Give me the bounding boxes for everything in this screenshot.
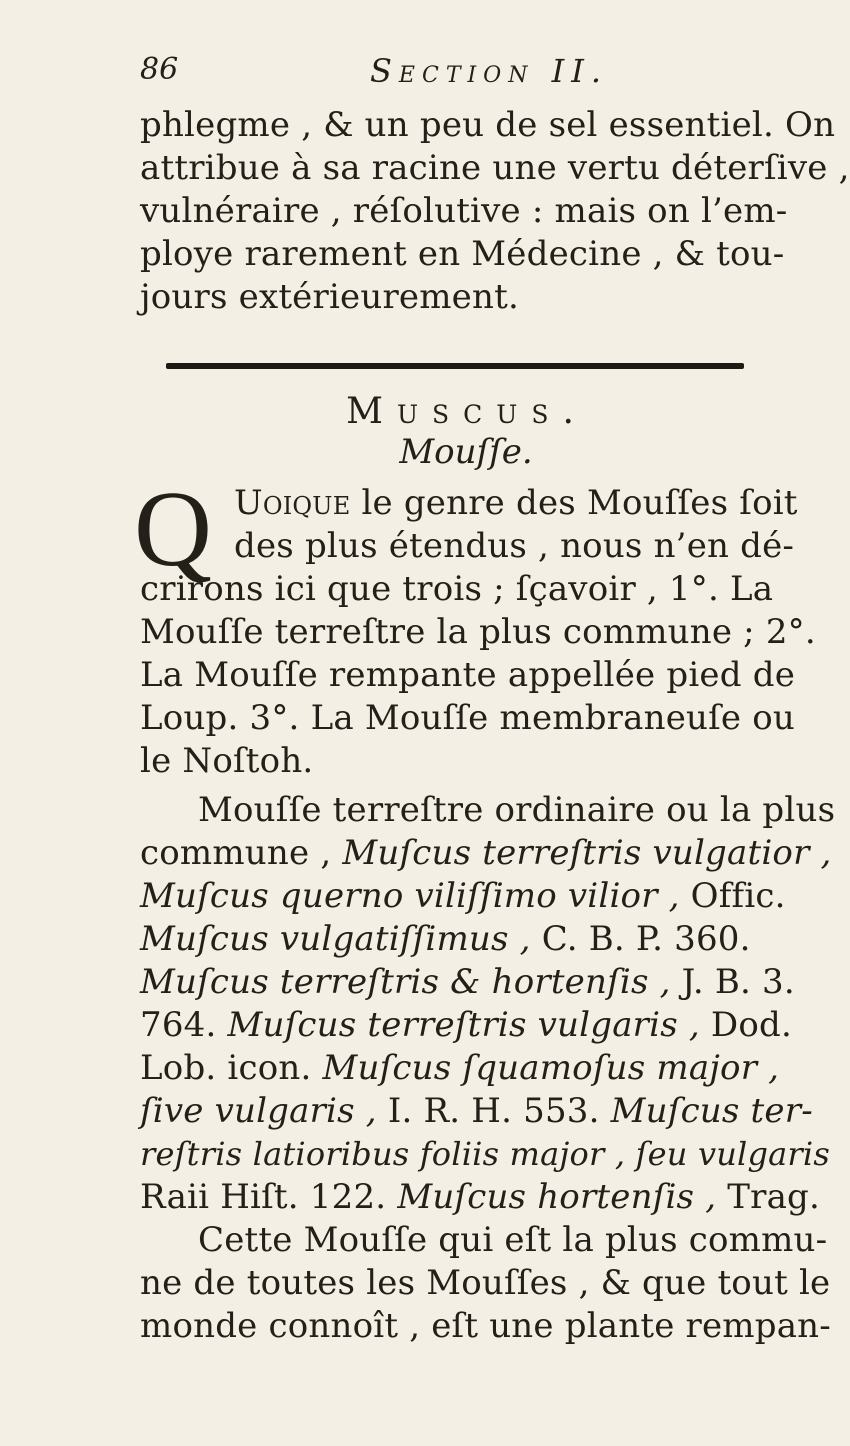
text-line: La Mouſſe rempante appellée pied de [140,655,796,695]
text-line: Mouſſe terreſtre la plus commune ; 2°. [140,612,816,652]
citation: 764. [140,1005,228,1045]
latin-name: Muſcus ſquamoſus major , [322,1048,780,1088]
citation: Lob. icon. [140,1048,323,1088]
running-head: Section II. [370,52,609,90]
text-line [140,1047,780,1090]
citation: Offic. [679,876,786,916]
latin-name: Muſcus hortenſis , [397,1177,717,1217]
text-line: Cette Mouſſe qui eſt la plus commu- [198,1220,828,1260]
citation: Dod. [699,1005,792,1045]
text-line: Mouſſe terreſtre ordinaire ou la plus [198,790,836,830]
text-line: ploye rarement en Médecine , & tou- [140,234,785,274]
text-span: commune , [140,833,343,873]
text-line: Loup. 3°. La Mouſſe membraneuſe ou [140,698,795,738]
text-line [140,832,832,875]
citation: J. B. 3. [670,962,795,1002]
page-number: 86 [140,52,179,87]
paragraph-intro-mosses [134,470,816,783]
text-line: crirons ici que trois ; ſçavoir , 1°. La [140,569,774,609]
latin-name: Muſcus ter- [610,1091,813,1131]
page-header [140,52,770,104]
text-line [140,482,798,525]
latin-name: ſive vulgaris , [140,1091,377,1131]
text-line: monde connoît , eſt une plante rempan- [140,1306,831,1346]
text-line: ne de toutes les Mouſſes , & que tout le [140,1263,831,1303]
first-word: Uoique [234,483,351,523]
text-line: jours extérieurement. [140,277,519,317]
text-line: attribue à sa racine une vertu déterſive , [140,148,850,188]
latin-name: Muſcus terreſtris vulgaris , [227,1005,700,1045]
text-line [140,1004,792,1047]
citation: Trag. [716,1177,821,1217]
paragraph-synonyms [140,789,836,1219]
intro-paragraph [140,104,850,319]
paragraph-description [140,1219,831,1348]
citation: C. B. P. 360. [530,919,751,959]
text-line: des plus étendus , nous n’en dé- [234,526,795,566]
text-line: phlegme , & un peu de sel essentiel. On [140,105,836,145]
section-subtitle: Mouſſe. [399,432,533,472]
text-line: vulnéraire , réſolutive : mais on l’em- [140,191,788,231]
section-title: Muscus. [346,391,588,432]
text-line [140,961,795,1004]
latin-name: Muſcus vulgatiſſimus , [140,919,531,959]
text-line [140,1090,813,1133]
text-line: le Noſtoh. [140,741,314,781]
citation: I. R. H. 553. [376,1091,611,1131]
text-line [140,875,786,918]
text-line [140,1176,821,1219]
citation: Raii Hiſt. 122. [140,1177,398,1217]
section-divider [166,363,744,369]
latin-name: Muſcus terreſtris & hortenſis , [140,962,671,1002]
text-span: le genre des Mouſſes ſoit [350,483,798,523]
latin-name: Muſcus querno viliſſimo vilior , [140,876,680,916]
drop-cap: Q [134,470,212,589]
latin-name: Muſcus terreſtris vulgatior , [342,833,832,873]
text-line: reſtris latioribus foliis major , ſeu vulgaris [140,1135,830,1173]
text-line [140,918,770,961]
